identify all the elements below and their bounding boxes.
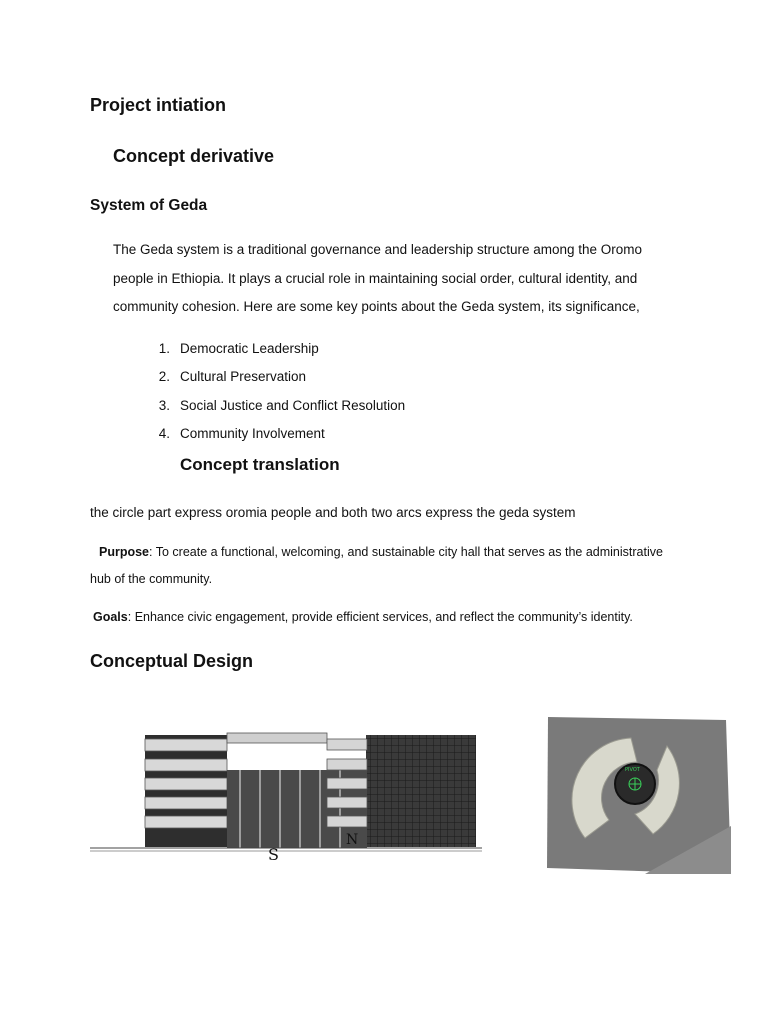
list-item-text: Democratic Leadership — [180, 341, 319, 356]
list-item — [148, 392, 405, 420]
key-points-list — [148, 335, 405, 449]
geda-paragraph-line: community cohesion. Here are some key points about the Geda system, its significance, — [113, 299, 640, 314]
site-plan-render-drawing — [545, 716, 732, 874]
geda-paragraph-line: The Geda system is a traditional governance and leadership structure among the Oromo — [113, 242, 643, 257]
purpose-paragraph — [90, 539, 690, 593]
list-item — [148, 420, 405, 448]
geda-paragraph-line: people in Ethiopia. It plays a crucial role in maintaining social order, cultural identity, and — [113, 270, 638, 286]
curtain-wall — [366, 735, 476, 847]
list-item-number: 2. — [158, 369, 170, 385]
purpose-label: Purpose — [99, 545, 150, 559]
purpose-line — [90, 539, 690, 566]
list-item-number: 1. — [158, 341, 170, 356]
heading-project-initiation: Project intiation — [90, 95, 227, 115]
translation-text: the circle part express oromia people and both two arcs express the geda system — [90, 505, 576, 520]
building-elevation-image — [90, 703, 482, 863]
list-item — [148, 363, 405, 391]
list-item-text: Cultural Preservation — [180, 369, 307, 385]
purpose-text: : To create a functional, welcoming, and sustainable city hall that serves as the administrative — [149, 545, 663, 559]
purpose-line-2: hub of the community. — [90, 572, 213, 586]
heading-concept-derivative: Concept derivative — [113, 146, 275, 166]
list-item — [148, 335, 405, 363]
goals-paragraph — [93, 604, 633, 631]
heading-concept-translation: Concept translation — [180, 455, 340, 474]
south-label: S — [268, 845, 279, 863]
geda-paragraph — [113, 236, 713, 322]
north-label: N — [346, 832, 359, 848]
goals-text: : Enhance civic engagement, provide efficient services, and reflect the community’s identity. — [127, 610, 633, 624]
site-plan-render-image — [545, 716, 732, 874]
building-elevation-drawing — [90, 703, 482, 863]
list-item-text: Community Involvement — [180, 426, 325, 442]
list-item-text: Social Justice and Conflict Resolution — [180, 397, 406, 413]
heading-system-of-geda: System of Geda — [90, 197, 208, 214]
list-item-number: 4. — [158, 426, 170, 442]
plan-sign-text: PIVOT — [625, 767, 640, 773]
heading-conceptual-design: Conceptual Design — [90, 651, 254, 671]
list-item-number: 3. — [158, 397, 170, 413]
goals-label: Goals — [93, 610, 128, 624]
